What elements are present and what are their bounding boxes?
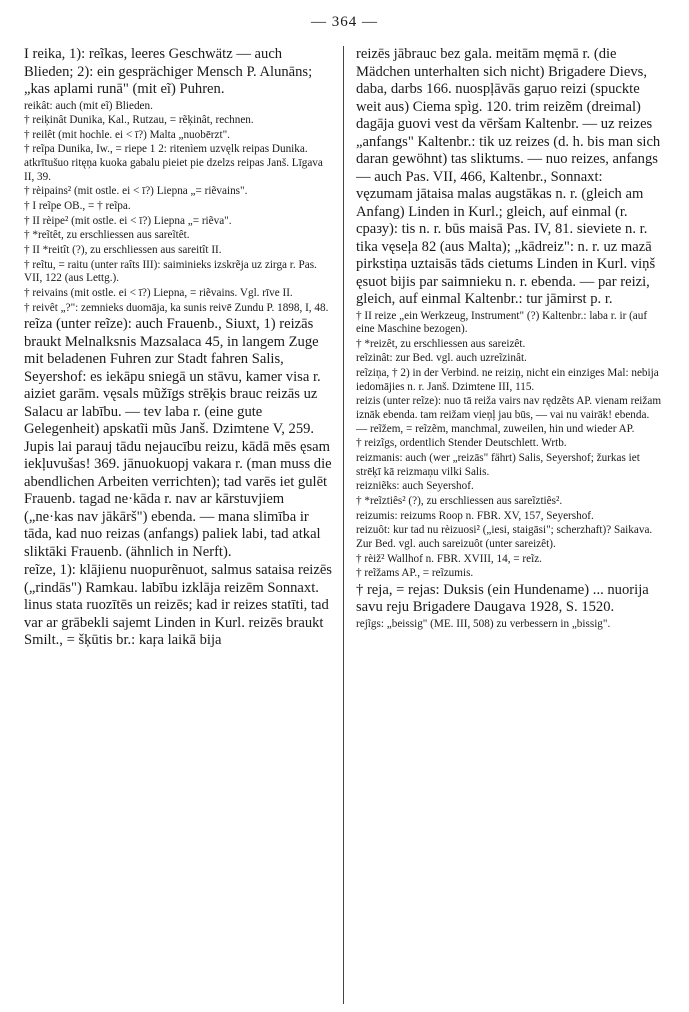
dictionary-entry: † reja, = rejas: Duksis (ein Hundename) ... nuorija savu reju Brigadere Daugava 1928, S. 1520. bbox=[356, 581, 649, 616]
dictionary-entry: † reivains (mit ostle. ei < ī?) Liepna, = riẽvains. Vgl. rīve II. bbox=[24, 287, 293, 300]
dictionary-entry: reĩzinât: zur Bed. vgl. auch uzreĩzinât. bbox=[356, 352, 527, 365]
dictionary-entry: † *reĩtêt, zu erschliessen aus sareĩtêt. bbox=[24, 229, 190, 242]
dictionary-entry: † reilêt (mit hochle. ei < ī?) Malta „nuobērzt". bbox=[24, 128, 230, 141]
dictionary-entry: reikât: auch (mit eĩ) Blieden. bbox=[24, 99, 153, 112]
dictionary-entry: reizniẽks: auch Seyershof. bbox=[356, 480, 474, 493]
dictionary-entry: reĩze, 1): klājienu nuopurẽnuot, salmus sataisa reizēs („rindās") Ramkau. labību izklāja reizēm Sonnaxt. linus stata ruozītēs un reizēs; kad ir reizes statīti, tad var ar grābekli sajemt Linden in Kurl. reizēs braukt Smilt., = šķūtis br.: kaŗa laikā bija bbox=[24, 562, 332, 649]
dictionary-entry: † II *reitît (?), zu erschliessen aus sareitît II. bbox=[24, 244, 222, 257]
dictionary-entry: † II rèipe² (mit ostle. ei < ī?) Liepna „= riẽva". bbox=[24, 214, 232, 227]
page-number: — 364 — bbox=[311, 14, 378, 30]
dictionary-entry: † rèipains² (mit ostle. ei < ī?) Liepna „= riẽvains". bbox=[24, 185, 248, 198]
right-column bbox=[356, 46, 662, 1006]
dictionary-entry: reizmanis: auch (wer „reizās" fährt) Salis, Seyershof; žurkas iet strēķī kā reizmaņu vilki Salis. bbox=[356, 452, 640, 478]
dictionary-entry: † reĩpa Dunika, Iw., = riepe 1 2: ritenìem uzvęlk reipas Dunika. atkrītušuo ritęņa kuoka gabalu pieiet pie dzelzs reipas Janš. Līgava II, 39. bbox=[24, 143, 323, 183]
dictionary-entry: † reĩtu, = raitu (unter raîts III): saiminieks izskrẽja uz zirga r. Pas. VII, 122 (aus Lettg.). bbox=[24, 258, 317, 285]
dictionary-entry: † reiķinât Dunika, Kal., Rutzau, = rẽķinât, rechnen. bbox=[24, 114, 254, 127]
dictionary-entry: † reĩžams AP., = reĩzumis. bbox=[356, 567, 474, 580]
left-column bbox=[24, 46, 334, 1006]
dictionary-entry: † reizĩgs, ordentlich Stender Deutschlett. Wrtb. bbox=[356, 437, 567, 450]
dictionary-entry: † rèiž² Wallhof n. FBR. XVIII, 14, = reĩz. bbox=[356, 552, 542, 565]
dictionary-entry: reizis (unter reĩze): nuo tā reiža vairs nav rędzẽts AP. vienam reižam iznāk ebenda. tam reižam vieņļ jau būs, — vai nu vairāk! ebenda. — reĩžem, = reĩzẽm, manchmal, zuweilen, hin und wieder AP. bbox=[356, 395, 662, 435]
dictionary-entry: † *reĩztiês² (?), zu erschliessen aus sareĩztiês². bbox=[356, 495, 563, 508]
dictionary-entry: reĩziņa, † 2) in der Verbind. ne reiziņ, nicht ein einziges Mal: nebija iedomājies n. r. Janš. Dzimtene III, 115. bbox=[356, 367, 659, 393]
dictionary-entry: † II reize „ein Werkzeug, Instrument" (?) Kaltenbr.: laba r. ir (auf eine Maschine bezogen). bbox=[356, 309, 648, 336]
dictionary-entry: reizumis: reizums Roop n. FBR. XV, 157, Seyershof. bbox=[356, 509, 594, 522]
dictionary-entry: † *reizêt, zu erschliessen aus sareizêt. bbox=[356, 337, 526, 350]
dictionary-entry: rejĩgs: „beissig" (ME. III, 508) zu verbessern in „bissig". bbox=[356, 617, 611, 630]
dictionary-entry: reizēs jābrauc bez gala. meitām męmā r. (die Mädchen unterhalten sich nicht) Brigadere Dievs, daba, darbs 166. nuospļāvās gaŗuo reizi (spuckte weit aus) Ciema spìg. 120. trim reizẽm (dreimal) dagāja guovi vest da vēršam Kaltenbr. — uz reizes „anfangs" Kaltenbr.: tik uz reizes (d. h. bis man sich daran gewöhnt) tas sliktums. — nuo reizes, anfangs — auch Pas. VII, 466, Kaltenbr., Sonnaxt: vęzumam jātaisa malas augstākas n. r. (gleich am Anfang) Linden in Kurl.; gleich, auf einmal (r. cразу): tis n. r. būs maisā Pas. IV, 81. sieviete n. r. tika vęseļa 82 (aus Malta); „kādreiz": n. r. uz mazā pirkstiņa uztaisās tāds cietums Linden in Kurl. viņš ęsuot bijis par saimnieku n. r. ebenda. — par reizi, gleich, auf einmal Kaltenbr.: tur jāmirst p. r. bbox=[356, 46, 661, 307]
dictionary-entry: † reivêt „?": zemnieks duomāja, ka sunis reivē Zundu P. 1898, I, 48. bbox=[24, 301, 329, 314]
dictionary-entry: reizuôt: kur tad nu rèizuosi² („iesi, staigāsi"; scherzhaft)? Saikava. Zur Bed. vgl. auch sareizuôt (unter sareizêt). bbox=[356, 524, 653, 550]
dictionary-entry: I reika, 1): reĩkas, leeres Geschwätz — auch Blieden; 2): ein gesprächiger Mensch P. Alunāns; „kas aplami runā" (mit eĩ) Puhren. bbox=[24, 46, 313, 97]
column-divider bbox=[343, 46, 344, 1004]
dictionary-entry: † I reĩpe OB., = † reĩpa. bbox=[24, 200, 131, 213]
dictionary-entry: reĩza (unter reĩze): auch Frauenb., Siuxt, 1) reizās braukt Melnalksnis Mazsalaca 45, in langem Zuge mit beladenen Fuhren zur Stadt fahren Salis, Seyershof: es iekāpu sniegā un stāvu, kamer visa r. aiziet garām. vęsals mũžīgs strēķis brauc reizās uz Salacu ar labību. — tev laba r. (eine gute Gelegenheit) apskatĩi mũs Janš. Dzimtene V, 259. Jupis lai parauj tādu nejaucību reizu, kādā mēs ęsam iekļuvušas! 369. jānuokuopj vakara r. (man muss die abendlichen Arbeiten verrichten); tad varēs iet gulēt Frauenb. tagad ne·kāda r. nav ar kārstuvjiem („ne·kas nav jākārš") ebenda. — mana slimība ir tāda, kad nuo reizas (anfangs) paliek labi, tad atkal sliktāki Frauenb. (ähnlich in Nerft). bbox=[24, 316, 332, 560]
